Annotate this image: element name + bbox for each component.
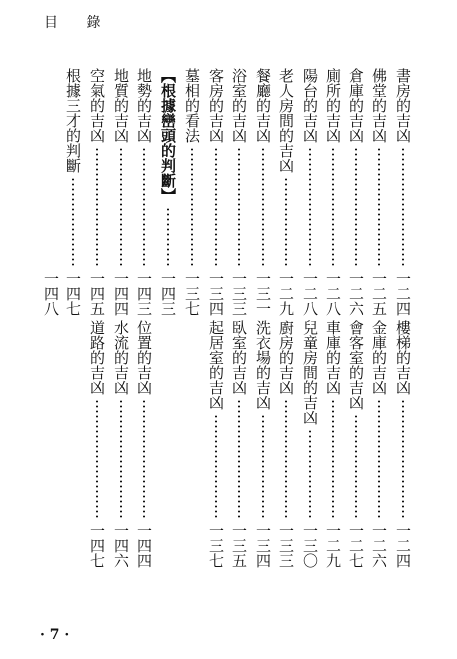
toc-entry — [228, 320, 250, 568]
toc-entry-title: 兒童房間的吉凶 — [301, 320, 319, 425]
leader-dots — [285, 177, 287, 267]
toc-entry-title: 洗衣場的吉凶 — [254, 320, 272, 410]
toc-entry-page: 一四八 — [42, 271, 60, 316]
toc-entry-title: 客房的吉凶 — [207, 68, 225, 143]
leader-dots — [96, 147, 98, 267]
leader-dots — [238, 147, 240, 267]
leader-dots — [120, 147, 122, 267]
toc-entry-title: 餐廳的吉凶 — [254, 68, 272, 143]
toc-entry — [205, 68, 227, 316]
leader-dots — [309, 429, 311, 519]
toc-entry-title: 地質的吉凶 — [112, 68, 130, 143]
leader-dots — [215, 414, 217, 519]
toc-entry-title: 【根據巒頭的判斷】 — [159, 68, 177, 203]
leader-dots — [402, 399, 404, 519]
toc-entry — [157, 68, 179, 316]
leader-dots — [378, 399, 380, 519]
leader-dots — [332, 399, 334, 519]
toc-entry — [252, 68, 274, 316]
toc-entry — [228, 68, 250, 316]
toc-entry-page: 一四七 — [88, 523, 106, 568]
leader-dots — [378, 147, 380, 267]
toc-entry-page: 一二八 — [301, 271, 319, 316]
leader-dots — [191, 147, 193, 267]
leader-dots — [332, 147, 334, 267]
toc-entry — [299, 320, 321, 568]
toc-entry-title: 墓相的看法 — [183, 68, 201, 143]
toc-entry-page: 一三一 — [254, 271, 272, 316]
leader-dots — [167, 207, 169, 267]
toc-entry-page: 一三五 — [230, 523, 248, 568]
toc-entry — [392, 68, 414, 316]
toc-entry-title: 位置的吉凶 — [135, 320, 153, 395]
toc-entry — [62, 68, 84, 316]
toc-entry-page: 一四三 — [135, 271, 153, 316]
toc-entry-page: 一四六 — [112, 523, 130, 568]
leader-dots — [355, 414, 357, 519]
toc-entry-page: 一三七 — [183, 271, 201, 316]
toc-entry-title: 老人房間的吉凶 — [277, 68, 295, 173]
toc-entry-page: 一四五 — [88, 271, 106, 316]
toc-entry-title: 會客室的吉凶 — [347, 320, 365, 410]
toc-entry — [299, 68, 321, 316]
toc-entry-title: 根據三才的判斷 — [64, 68, 82, 173]
toc-entry — [86, 320, 108, 568]
toc-entry-title: 地勢的吉凶 — [135, 68, 153, 143]
toc-entry-title: 起居室的吉凶 — [207, 320, 225, 410]
toc-entry-page: 一二九 — [324, 523, 342, 568]
toc-entry-page: 一二九 — [277, 271, 295, 316]
toc-entry-title: 書房的吉凶 — [394, 68, 412, 143]
toc-entry — [275, 68, 297, 316]
toc-entry — [205, 320, 227, 568]
toc-entry-title: 金庫的吉凶 — [370, 320, 388, 395]
toc-entry-page: 一二八 — [324, 271, 342, 316]
leader-dots — [355, 147, 357, 267]
leader-dots — [262, 147, 264, 267]
toc-entry-title: 倉庫的吉凶 — [347, 68, 365, 143]
leader-dots — [72, 177, 74, 267]
leader-dots — [402, 147, 404, 267]
toc-entry-page: 一二四 — [394, 523, 412, 568]
toc-entry-page: 一三三 — [230, 271, 248, 316]
toc-entry-page: 一三三 — [277, 523, 295, 568]
leader-dots — [309, 147, 311, 267]
leader-dots — [96, 399, 98, 519]
toc-entry-title: 佛堂的吉凶 — [370, 68, 388, 143]
toc-entry-title: 車庫的吉凶 — [324, 320, 342, 395]
toc-entry — [345, 320, 367, 568]
toc-entry-title: 樓梯的吉凶 — [394, 320, 412, 395]
toc-entry — [133, 320, 155, 568]
leader-dots — [143, 147, 145, 267]
toc-entry — [322, 68, 344, 316]
toc-entry-page: 一三四 — [254, 523, 272, 568]
toc-entry-page: 一四七 — [64, 271, 82, 316]
toc-entry — [110, 320, 132, 568]
toc-entry-page: 一四四 — [112, 271, 130, 316]
leader-dots — [120, 399, 122, 519]
toc-entry-page: 一二六 — [347, 271, 365, 316]
toc-entry-page: 一二七 — [347, 523, 365, 568]
toc-entry — [252, 320, 274, 568]
leader-dots — [285, 399, 287, 519]
toc-entry-page: 一四四 — [135, 523, 153, 568]
leader-dots — [143, 399, 145, 519]
toc-entry-page: 一三七 — [207, 523, 225, 568]
leader-dots — [262, 414, 264, 519]
toc-entry-title: 浴室的吉凶 — [230, 68, 248, 143]
toc-entry-page: 一二四 — [394, 271, 412, 316]
toc-entry — [368, 320, 390, 568]
page-title: 目 錄 — [44, 15, 113, 31]
toc-entry-page: 一三四 — [207, 271, 225, 316]
toc-entry-title: 空氣的吉凶 — [88, 68, 106, 143]
toc-entry-page: 一二五 — [370, 271, 388, 316]
toc-entry — [133, 68, 155, 316]
toc-entry — [40, 68, 62, 316]
toc-entry — [181, 68, 203, 316]
toc-entry — [392, 320, 414, 568]
leader-dots — [215, 147, 217, 267]
toc-entry-page: 一三〇 — [301, 523, 319, 568]
toc-entry — [275, 320, 297, 568]
leader-dots — [238, 399, 240, 519]
toc-entry-title: 道路的吉凶 — [88, 320, 106, 395]
toc-entry-page: 一二六 — [370, 523, 388, 568]
toc-entry-title: 陽台的吉凶 — [301, 68, 319, 143]
toc-entry-title: 臥室的吉凶 — [230, 320, 248, 395]
toc-entry-title: 水流的吉凶 — [112, 320, 130, 395]
toc-entry-title: 廁所的吉凶 — [324, 68, 342, 143]
toc-entry — [110, 68, 132, 316]
toc-entry — [345, 68, 367, 316]
toc-entry — [322, 320, 344, 568]
page-number: · 7 · — [40, 627, 70, 643]
toc-entry-title: 廚房的吉凶 — [277, 320, 295, 395]
toc-entry-page: 一四三 — [159, 271, 177, 316]
toc-entry — [86, 68, 108, 316]
toc-entry — [368, 68, 390, 316]
